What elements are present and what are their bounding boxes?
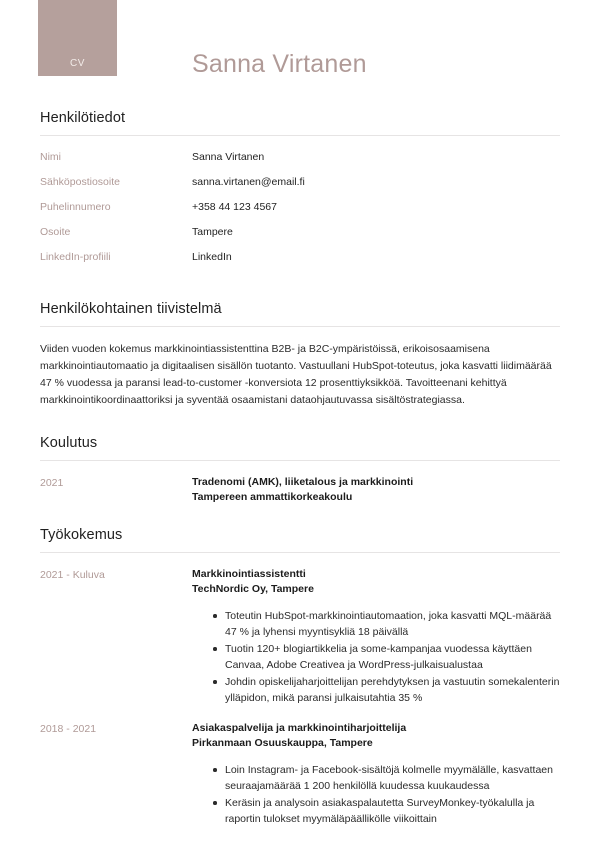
info-label-email: Sähköpostiosoite — [40, 176, 120, 188]
info-row — [40, 225, 560, 239]
experience-entry — [40, 721, 560, 828]
page-title: Sanna Virtanen — [192, 50, 367, 78]
cv-swatch-label: CV — [69, 58, 86, 69]
section-summary — [0, 301, 600, 409]
info-row — [40, 175, 560, 189]
info-value-linkedin[interactable]: LinkedIn — [192, 251, 232, 263]
info-value-address: Tampere — [192, 226, 233, 238]
entry-body — [192, 567, 560, 707]
entry-heading: Markkinointiassistentti — [192, 568, 306, 580]
section-title-summary: Henkilökohtainen tiivistelmä — [40, 301, 222, 317]
entry-bullet-list — [192, 762, 560, 827]
section-title-education: Koulutus — [40, 435, 98, 451]
list-item: Tuotin 120+ blogiartikkelia ja some-kampanjaa vuodessa käyttäen Canvaa, Adobe Creativea ja WordPress-julkaisualustaa — [213, 641, 560, 673]
summary-text: Viiden vuoden kokemus markkinointiassistenttina B2B- ja B2C-ympäristöissä, erikoisosaamisena markkinointiautomaatio ja digitaalisen sisällön tuotanto. Vastuullani HubSpot-toteutus, joka kasvatti liidimäärää 47 % vuodessa ja paransi lead-to-customer -konversiota 12 prosenttiyksikköä. Tavoitteenani kehittyä markkinointikoordinaattoriksi ja syventää osaamistani dataohjautuvassa sisältöstrategiassa. — [40, 343, 552, 406]
info-label-linkedin: LinkedIn-profiili — [40, 251, 111, 263]
entry-subheading: Pirkanmaan Osuuskauppa, Tampere — [192, 737, 373, 749]
info-value-nimi: Sanna Virtanen — [192, 151, 265, 163]
entry-date: 2018 - 2021 — [40, 723, 97, 735]
info-label-phone: Puhelinnumero — [40, 201, 111, 213]
section-title-experience: Työkokemus — [40, 527, 123, 543]
list-item: Keräsin ja analysoin asiakaspalautetta SurveyMonkey-työkalulla ja raportin tulokset myymäläpäällikölle viikoittain — [213, 795, 560, 827]
cv-swatch — [38, 0, 117, 76]
entry-heading: Tradenomi (AMK), liiketalous ja markkinointi — [192, 476, 414, 488]
section-divider — [40, 135, 560, 136]
list-item: Loin Instagram- ja Facebook-sisältöjä kolmelle myymälälle, kasvattaen seuraajamäärää 1 200 henkilöllä kuudessa kuukaudessa — [213, 762, 560, 794]
section-personal-info — [0, 110, 600, 264]
spacer — [40, 711, 560, 721]
section-education — [0, 435, 600, 505]
spacer — [0, 409, 600, 435]
entry-heading: Asiakaspalvelija ja markkinointiharjoittelija — [192, 722, 407, 734]
entry-date: 2021 - Kuluva — [40, 569, 105, 581]
entry-body — [192, 721, 560, 828]
resume-header — [0, 0, 600, 110]
section-title-personal-info: Henkilötiedot — [40, 110, 126, 126]
info-value-email: sanna.virtanen@email.fi — [192, 176, 305, 188]
spacer — [0, 275, 600, 301]
entry-subheading: TechNordic Oy, Tampere — [192, 583, 314, 595]
entry-date: 2021 — [40, 477, 64, 489]
info-label-address: Osoite — [40, 226, 71, 238]
section-experience — [0, 527, 600, 828]
entry-subheading: Tampereen ammattikorkeakoulu — [192, 491, 353, 503]
info-label-nimi: Nimi — [40, 151, 61, 163]
list-item: Toteutin HubSpot-markkinointiautomaation, joka kasvatti MQL-määrää 47 % ja lyhensi myyntisykliä 18 päivällä — [213, 608, 560, 640]
section-divider — [40, 326, 560, 327]
entry-bullet-list — [192, 608, 560, 706]
info-row — [40, 150, 560, 164]
info-value-phone: +358 44 123 4567 — [192, 201, 277, 213]
education-entry — [40, 475, 560, 505]
entry-body — [192, 475, 560, 505]
info-row — [40, 250, 560, 264]
section-divider — [40, 460, 560, 461]
info-row — [40, 200, 560, 214]
list-item: Johdin opiskelijaharjoittelijan perehdytyksen ja vastuutin somekalenterin ylläpidon, mikä paransi julkaisutahtia 35 % — [213, 674, 560, 706]
spacer — [0, 509, 600, 527]
experience-entry — [40, 567, 560, 707]
section-divider — [40, 552, 560, 553]
